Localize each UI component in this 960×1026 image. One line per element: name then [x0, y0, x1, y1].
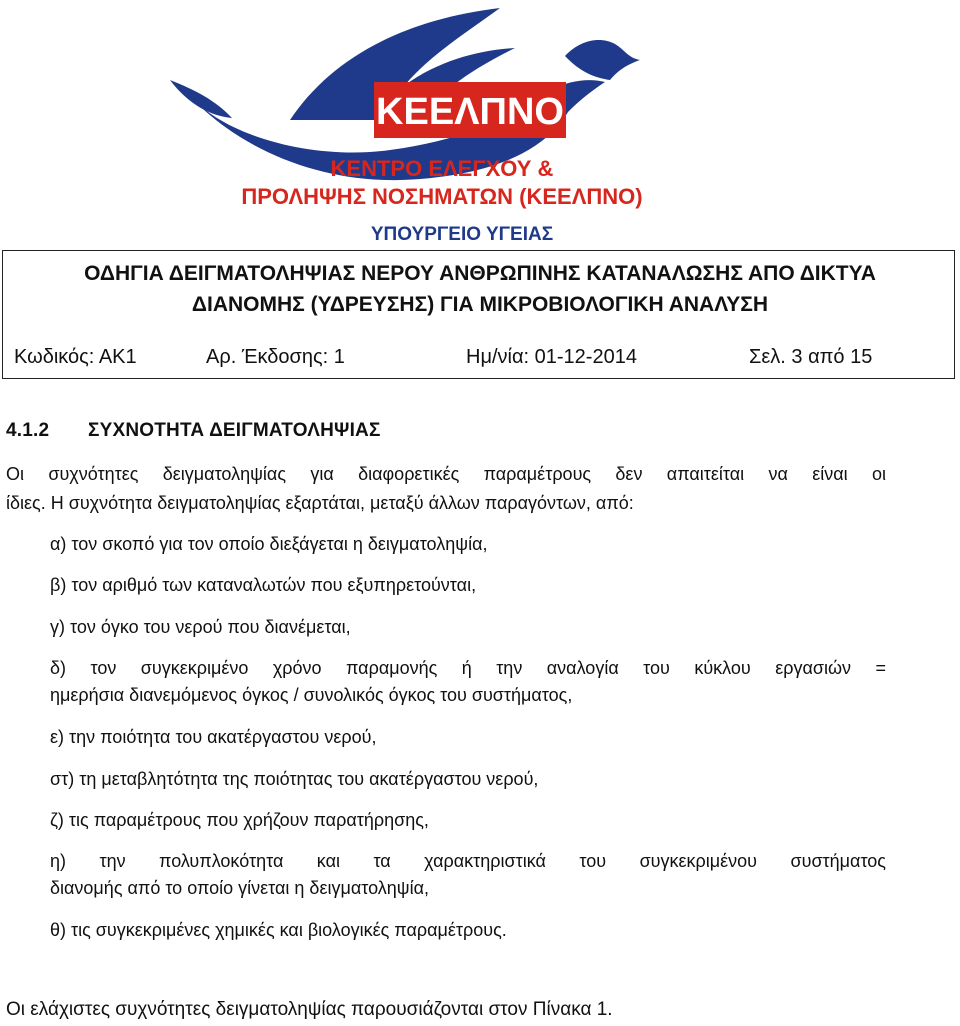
closing-sentence: Οι ελάχιστες συχνότητες δειγματοληψίας παρουσιάζονται στον Πίνακα 1.: [6, 999, 613, 1020]
list-item-st: στ) τη μεταβλητότητα της ποιότητας του ακατέργαστου νερού,: [50, 769, 539, 789]
dove-tail-icon: [170, 80, 232, 118]
list-item-th: θ) τις συγκεκριμένες χημικές και βιολογικές παραμέτρους.: [50, 920, 507, 940]
list-item-d-continued: ημερήσια διανεμόμενος όγκος / συνολικός όγκος του συστήματος,: [50, 685, 573, 705]
document-title-line1: ΟΔΗΓΙΑ ΔΕΙΓΜΑΤΟΛΗΨΙΑΣ ΝΕΡΟΥ ΑΝΘΡΩΠΙΝΗΣ ΚΑΤΑΝΑΛΩΣΗΣ ΑΠΟ ΔΙΚΤΥΑ: [84, 262, 876, 285]
document-date: Ημ/νία: 01-12-2014: [466, 346, 637, 368]
document-title-line2: ΔΙΑΝΟΜΗΣ (ΥΔΡΕΥΣΗΣ) ΓΙΑ ΜΙΚΡΟΒΙΟΛΟΓΙΚΗ ΑΝΑΛΥΣΗ: [191, 293, 769, 316]
logo-name: ΚΕΕΛΠΝΟ: [376, 91, 564, 133]
section-title: ΣΥΧΝΟΤΗΤΑ ΔΕΙΓΜΑΤΟΛΗΨΙΑΣ: [88, 420, 381, 441]
dove-head-icon: [565, 40, 640, 80]
logo-line1: ΚΕΝΤΡΟ ΕΛΕΓΧΟΥ &: [330, 156, 554, 181]
list-item-a: α) τον σκοπό για τον οποίο διεξάγεται η δειγματοληψία,: [50, 534, 488, 554]
list-item-b: β) τον αριθμό των καταναλωτών που εξυπηρετούνται,: [50, 575, 477, 595]
keelpno-logo: [170, 0, 715, 248]
logo-line2: ΠΡΟΛΗΨΗΣ ΝΟΣΗΜΑΤΩΝ (ΚΕΕΛΠΝΟ): [241, 184, 643, 209]
list-item-z: ζ) τις παραμέτρους που χρήζουν παρατήρησης,: [50, 810, 429, 830]
document-title: [0, 258, 960, 320]
list-item-i: η) την πολυπλοκότητα και τα χαρακτηριστικά του συγκεκριμένου συστήματος: [50, 851, 886, 871]
document-code: Κωδικός: ΑΚ1: [14, 346, 137, 368]
section-heading: [6, 420, 381, 442]
list-item-e: ε) την ποιότητα του ακατέργαστου νερού,: [50, 727, 377, 747]
list-item-i-continued: διανομής από το οποίο γίνεται η δειγματοληψία,: [50, 878, 430, 898]
document-page-number: Σελ. 3 από 15: [749, 346, 873, 368]
intro-line-2: ίδιες. Η συχνότητα δειγματοληψίας εξαρτάται, μεταξύ άλλων παραγόντων, από:: [6, 493, 634, 513]
section-number: 4.1.2: [6, 420, 50, 441]
logo-ministry: ΥΠΟΥΡΓΕΙΟ ΥΓΕΙΑΣ: [370, 224, 554, 245]
list-item-c: γ) τον όγκο του νερού που διανέμεται,: [50, 617, 351, 637]
intro-line-1: Οι συχνότητες δειγματοληψίας για διαφορετικές παραμέτρους δεν απαιτείται να είναι οι: [6, 464, 886, 484]
document-edition: Αρ. Έκδοσης: 1: [206, 346, 345, 368]
list-item-d: δ) τον συγκεκριμένο χρόνο παραμονής ή την αναλογία του κύκλου εργασιών =: [50, 658, 886, 678]
